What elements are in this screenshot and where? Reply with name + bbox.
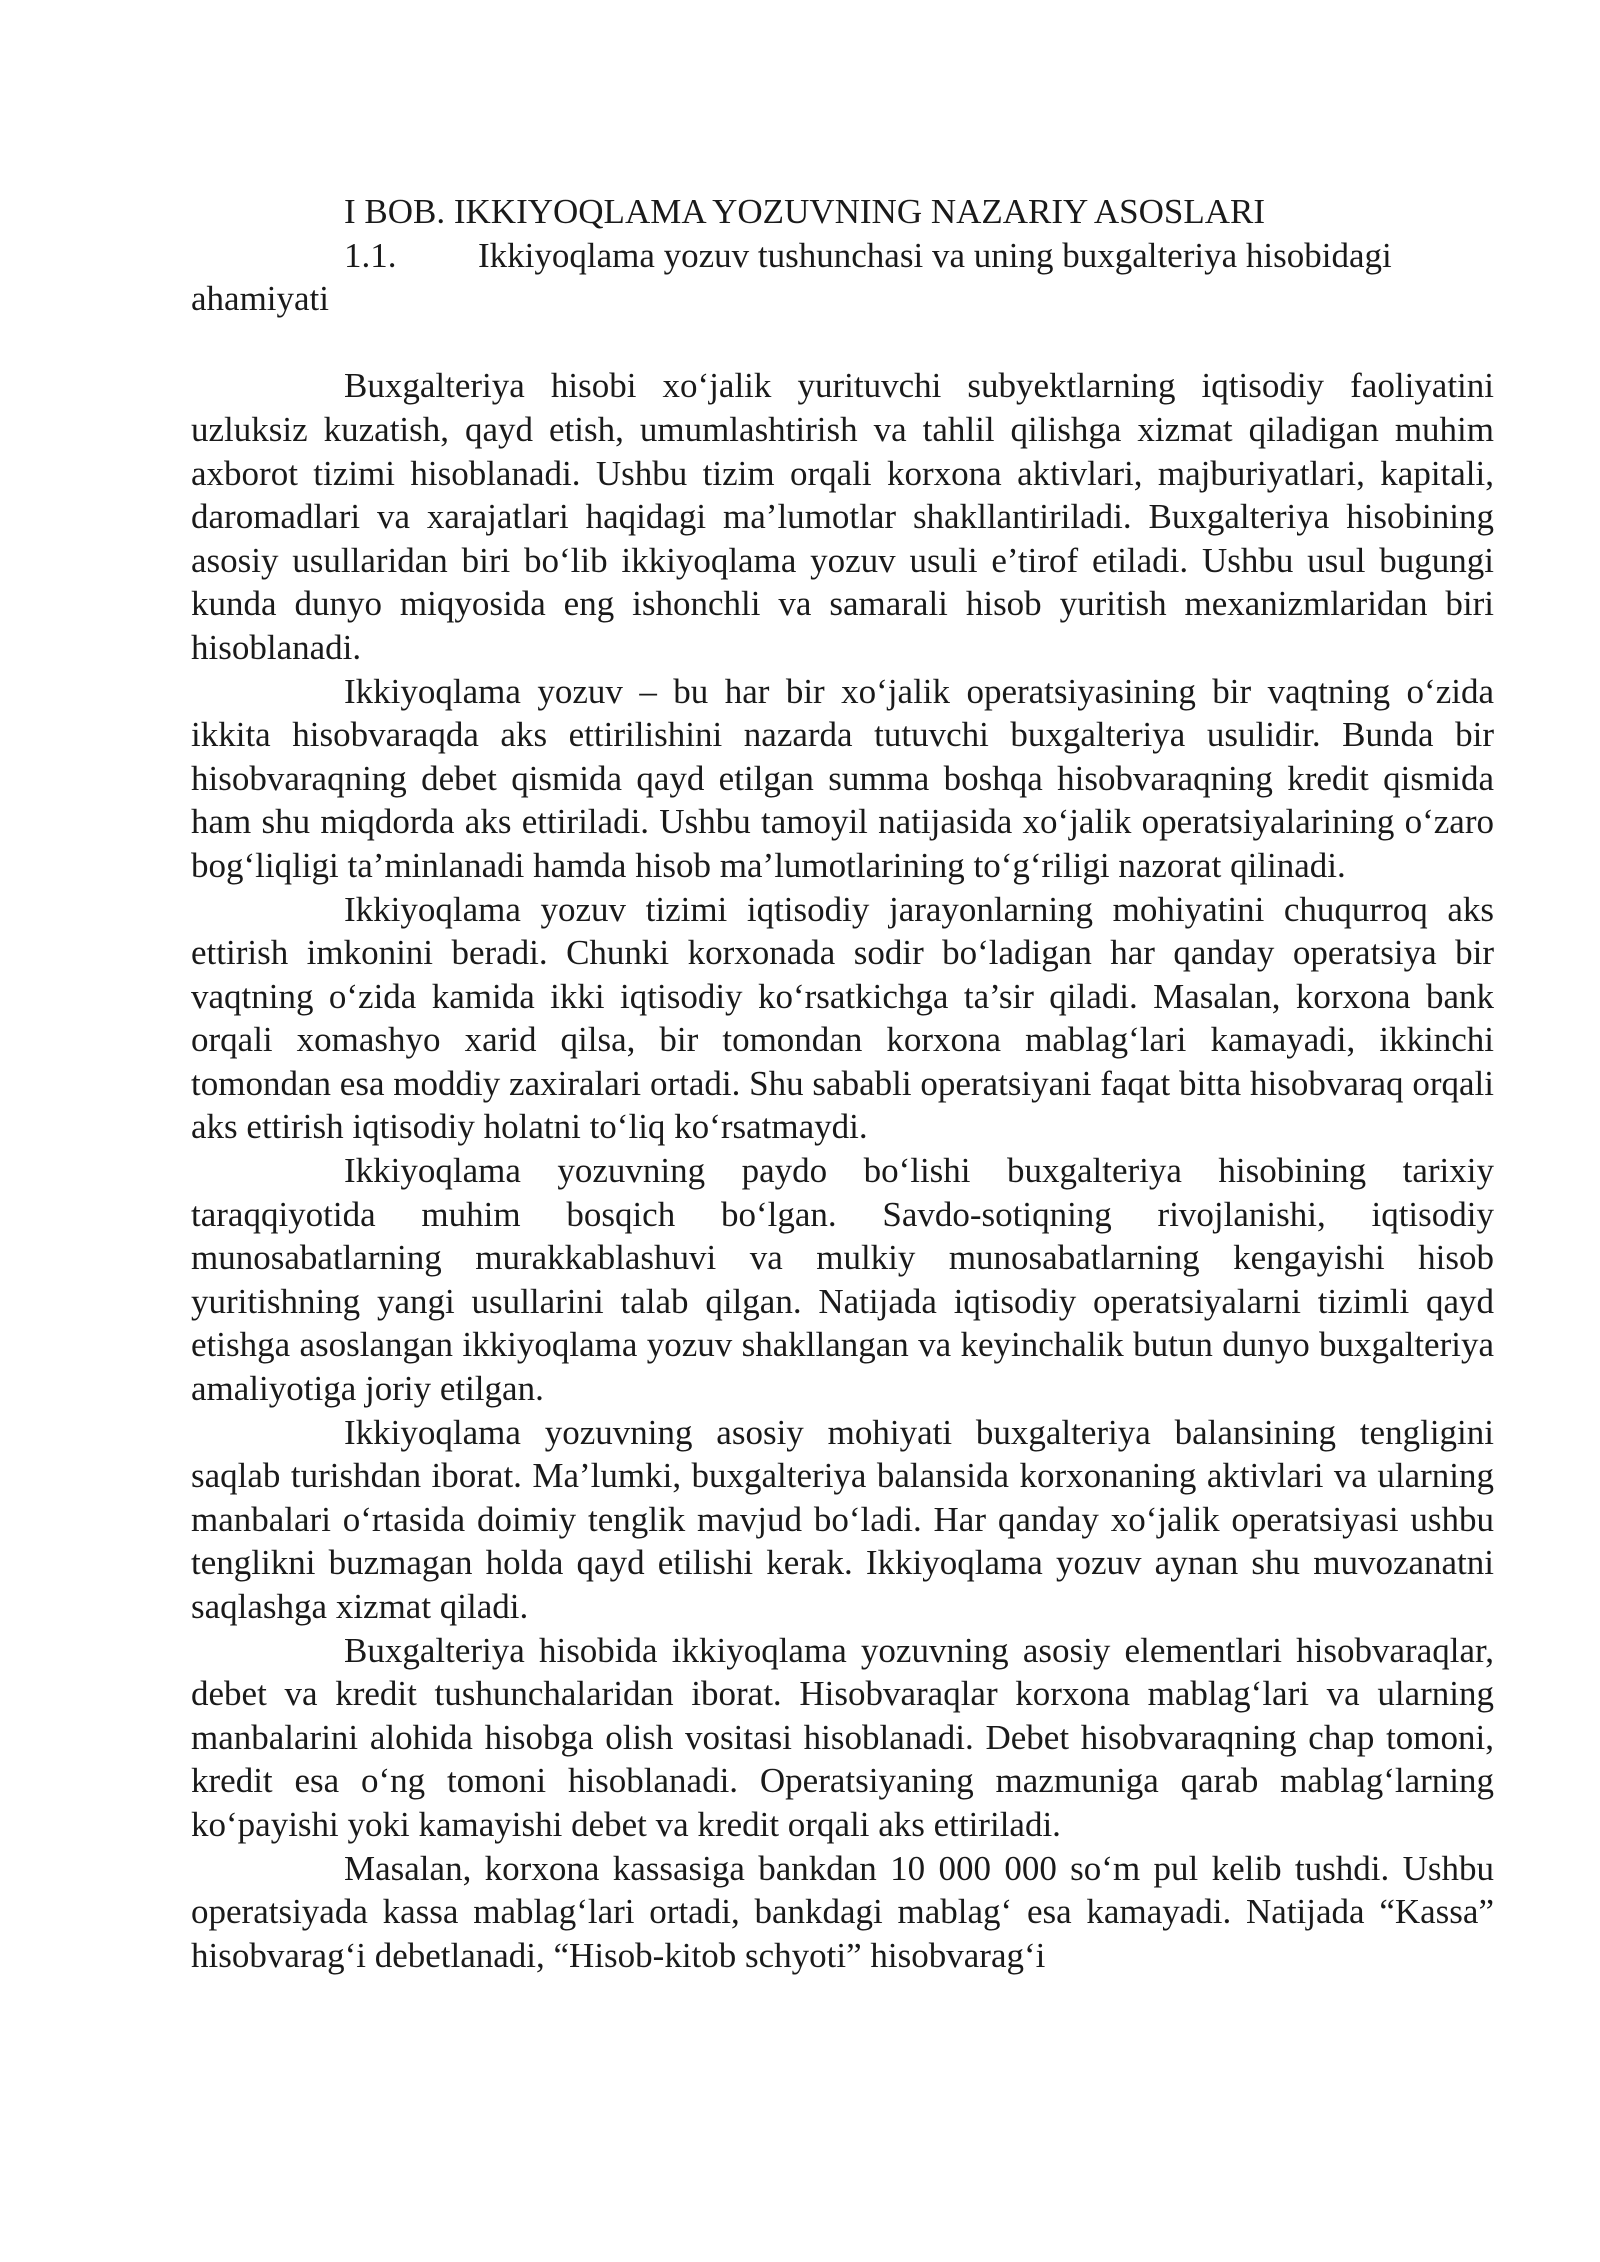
paragraph: Ikkiyoqlama yozuv – bu har bir xo‘jalik operatsiyasining bir vaqtning o‘zida ikkita hisobvaraqda aks ettirilishini nazarda tutuvchi buxgalteriya usulidir. Bunda bir hisobvaraqning debet qismida qayd etilgan summa boshqa hisobvaraqning kredit qismida ham shu miqdorda aks ettiriladi. Ushbu tamoyil natijasida xo‘jalik operatsiyalarining o‘zaro bog‘liqligi ta’minlanadi hamda hisob ma’lumotlarining to‘g‘riligi nazorat qilinadi. bbox=[191, 671, 1494, 885]
chapter-title: I BOB. IKKIYOQLAMA YOZUVNING NAZARIY ASOSLARI bbox=[344, 192, 1265, 231]
section-title-line1: Ikkiyoqlama yozuv tushunchasi va uning buxgalteriya hisobidagi bbox=[478, 235, 1392, 275]
section-number: 1.1. bbox=[344, 235, 397, 275]
paragraph: Ikkiyoqlama yozuvning asosiy mohiyati buxgalteriya balansining tengligini saqlab turishdan iborat. Ma’lumki, buxgalteriya balansida korxonaning aktivlari va ularning manbalari o‘rtasida doimiy tenglik mavjud bo‘ladi. Har qanday xo‘jalik operatsiyasi ushbu tenglikni buzmagan holda qayd etilishi kerak. Ikkiyoqlama yozuv aynan shu muvozanatni saqlashga xizmat qiladi. bbox=[191, 1412, 1494, 1626]
document-page bbox=[191, 190, 1494, 1977]
section-title-line2: ahamiyati bbox=[191, 279, 330, 319]
paragraph: Ikkiyoqlama yozuvning paydo bo‘lishi buxgalteriya hisobining tarixiy taraqqiyotida muhim bosqich bo‘lgan. Savdo-sotiqning rivojlanishi, iqtisodiy munosabatlarning murakkablashuvi va mulkiy munosabatlarning kengayishi hisob yuritishning yangi usullarini talab qilgan. Natijada iqtisodiy operatsiyalarni tizimli qayd etishga asoslangan ikkiyoqlama yozuv shakllangan va keyinchalik butun dunyo buxgalteriya amaliyotiga joriy etilgan. bbox=[191, 1151, 1494, 1409]
paragraph: Ikkiyoqlama yozuv tizimi iqtisodiy jarayonlarning mohiyatini chuqurroq aks ettirish imkonini beradi. Chunki korxonada sodir bo‘ladigan har qanday operatsiya bir vaqtning o‘zida kamida ikki iqtisodiy ko‘rsatkichga ta’sir qiladi. Masalan, korxona bank orqali xomashyo xarid qilsa, bir tomondan korxona mablag‘lari kamayadi, ikkinchi tomondan esa moddiy zaxiralari ortadi. Shu sababli operatsiyani faqat bitta hisobvaraq orqali aks ettirish iqtisodiy holatni to‘liq ko‘rsatmaydi. bbox=[191, 889, 1494, 1147]
section-heading bbox=[191, 234, 1494, 321]
heading-spacer bbox=[191, 321, 1494, 365]
paragraph: Buxgalteriya hisobi xo‘jalik yurituvchi subyektlarning iqtisodiy faoliyatini uzluksiz kuzatish, qayd etish, umumlashtirish va tahlil qilishga xizmat qiladigan muhim axborot tizimi hisoblanadi. Ushbu tizim orqali korxona aktivlari, majburiyatlari, kapitali, daromadlari va xarajatlari haqidagi ma’lumotlar shakllantiriladi. Buxgalteriya hisobining asosiy usullaridan biri bo‘lib ikkiyoqlama yozuv usuli e’tirof etiladi. Ushbu usul bugungi kunda dunyo miqyosida eng ishonchli va samarali hisob yuritish mexanizmlaridan biri hisoblanadi. bbox=[191, 366, 1494, 667]
paragraph: Buxgalteriya hisobida ikkiyoqlama yozuvning asosiy elementlari hisobvaraqlar, debet va kredit tushunchalaridan iborat. Hisobvaraqlar korxona mablag‘lari va ularning manbalarini alohida hisobga olish vositasi hisoblanadi. Debet hisobvaraqning chap tomoni, kredit esa o‘ng tomoni hisoblanadi. Operatsiyaning mazmuniga qarab mablag‘larning ko‘payishi yoki kamayishi debet va kredit orqali aks ettiriladi. bbox=[191, 1630, 1494, 1844]
paragraph: Masalan, korxona kassasiga bankdan 10 000 000 so‘m pul kelib tushdi. Ushbu operatsiyada kassa mablag‘lari ortadi, bankdagi mablag‘ esa kamayadi. Natijada “Kassa” hisobvarag‘i debetlanadi, “Hisob-kitob schyoti” hisobvarag‘i bbox=[191, 1848, 1494, 1975]
